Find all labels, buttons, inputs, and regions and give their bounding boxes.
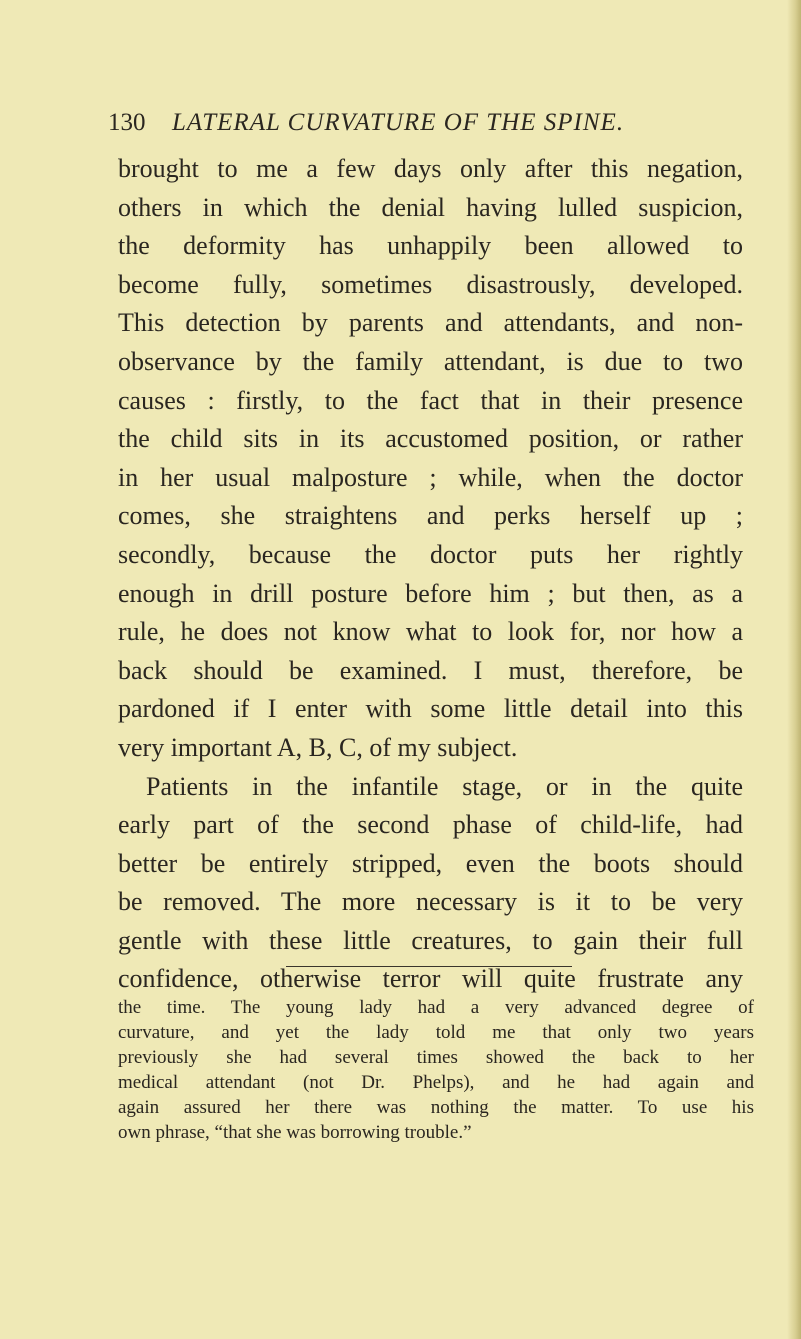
text-line: causes : firstly, to the fact that in their presence xyxy=(118,385,743,415)
text-line: confidence, otherwise terror will quite frustrate any xyxy=(118,964,743,994)
page-edge-shadow xyxy=(787,0,801,1339)
text-line: gentle with these little creatures, to gain their full xyxy=(118,925,743,955)
footnote-divider xyxy=(286,966,572,967)
footnote-line: the time. The young lady had a very advanced degree of xyxy=(118,997,754,1018)
text-line: pardoned if I enter with some little detail into this xyxy=(118,694,743,724)
text-line: observance by the family attendant, is due to two xyxy=(118,346,743,376)
text-line: early part of the second phase of child-life, had xyxy=(118,810,743,840)
text-line: in her usual malposture ; while, when the doctor xyxy=(118,462,743,492)
body-text xyxy=(118,150,743,999)
footnote-line: own phrase, “that she was borrowing trouble.” xyxy=(118,1122,472,1143)
footnote-line: again assured her there was nothing the matter. To use his xyxy=(118,1097,754,1118)
text-line: the child sits in its accustomed position, or rather xyxy=(118,424,743,454)
text-line: rule, he does not know what to look for, nor how a xyxy=(118,617,743,647)
page-header xyxy=(108,106,748,140)
text-line: become fully, sometimes disastrously, developed. xyxy=(118,269,743,299)
page-number: 130 xyxy=(108,109,146,136)
text-line: Patients in the infantile stage, or in the quite xyxy=(146,771,743,801)
text-line: the deformity has unhappily been allowed to xyxy=(118,231,743,261)
text-line: others in which the denial having lulled suspicion, xyxy=(118,192,743,222)
text-line: secondly, because the doctor puts her rightly xyxy=(118,539,743,569)
text-line: back should be examined. I must, therefore, be xyxy=(118,655,743,685)
text-line: comes, she straightens and perks herself up ; xyxy=(118,501,743,531)
running-title: LATERAL CURVATURE OF THE SPINE. xyxy=(172,109,625,136)
footnote-line: curvature, and yet the lady told me that only two years xyxy=(118,1022,754,1043)
footnote-line: medical attendant (not Dr. Phelps), and he had again and xyxy=(118,1072,754,1093)
text-line: better be entirely stripped, even the boots should xyxy=(118,848,743,878)
text-line: brought to me a few days only after this negation, xyxy=(118,154,743,183)
text-line: very important A, B, C, of my subject. xyxy=(118,732,518,762)
text-line: be removed. The more necessary is it to be very xyxy=(118,887,743,917)
text-line: This detection by parents and attendants, and non- xyxy=(118,308,743,338)
footnote xyxy=(118,995,754,1145)
footnote-line: previously she had several times showed the back to her xyxy=(118,1047,754,1068)
text-line: enough in drill posture before him ; but then, as a xyxy=(118,578,743,608)
